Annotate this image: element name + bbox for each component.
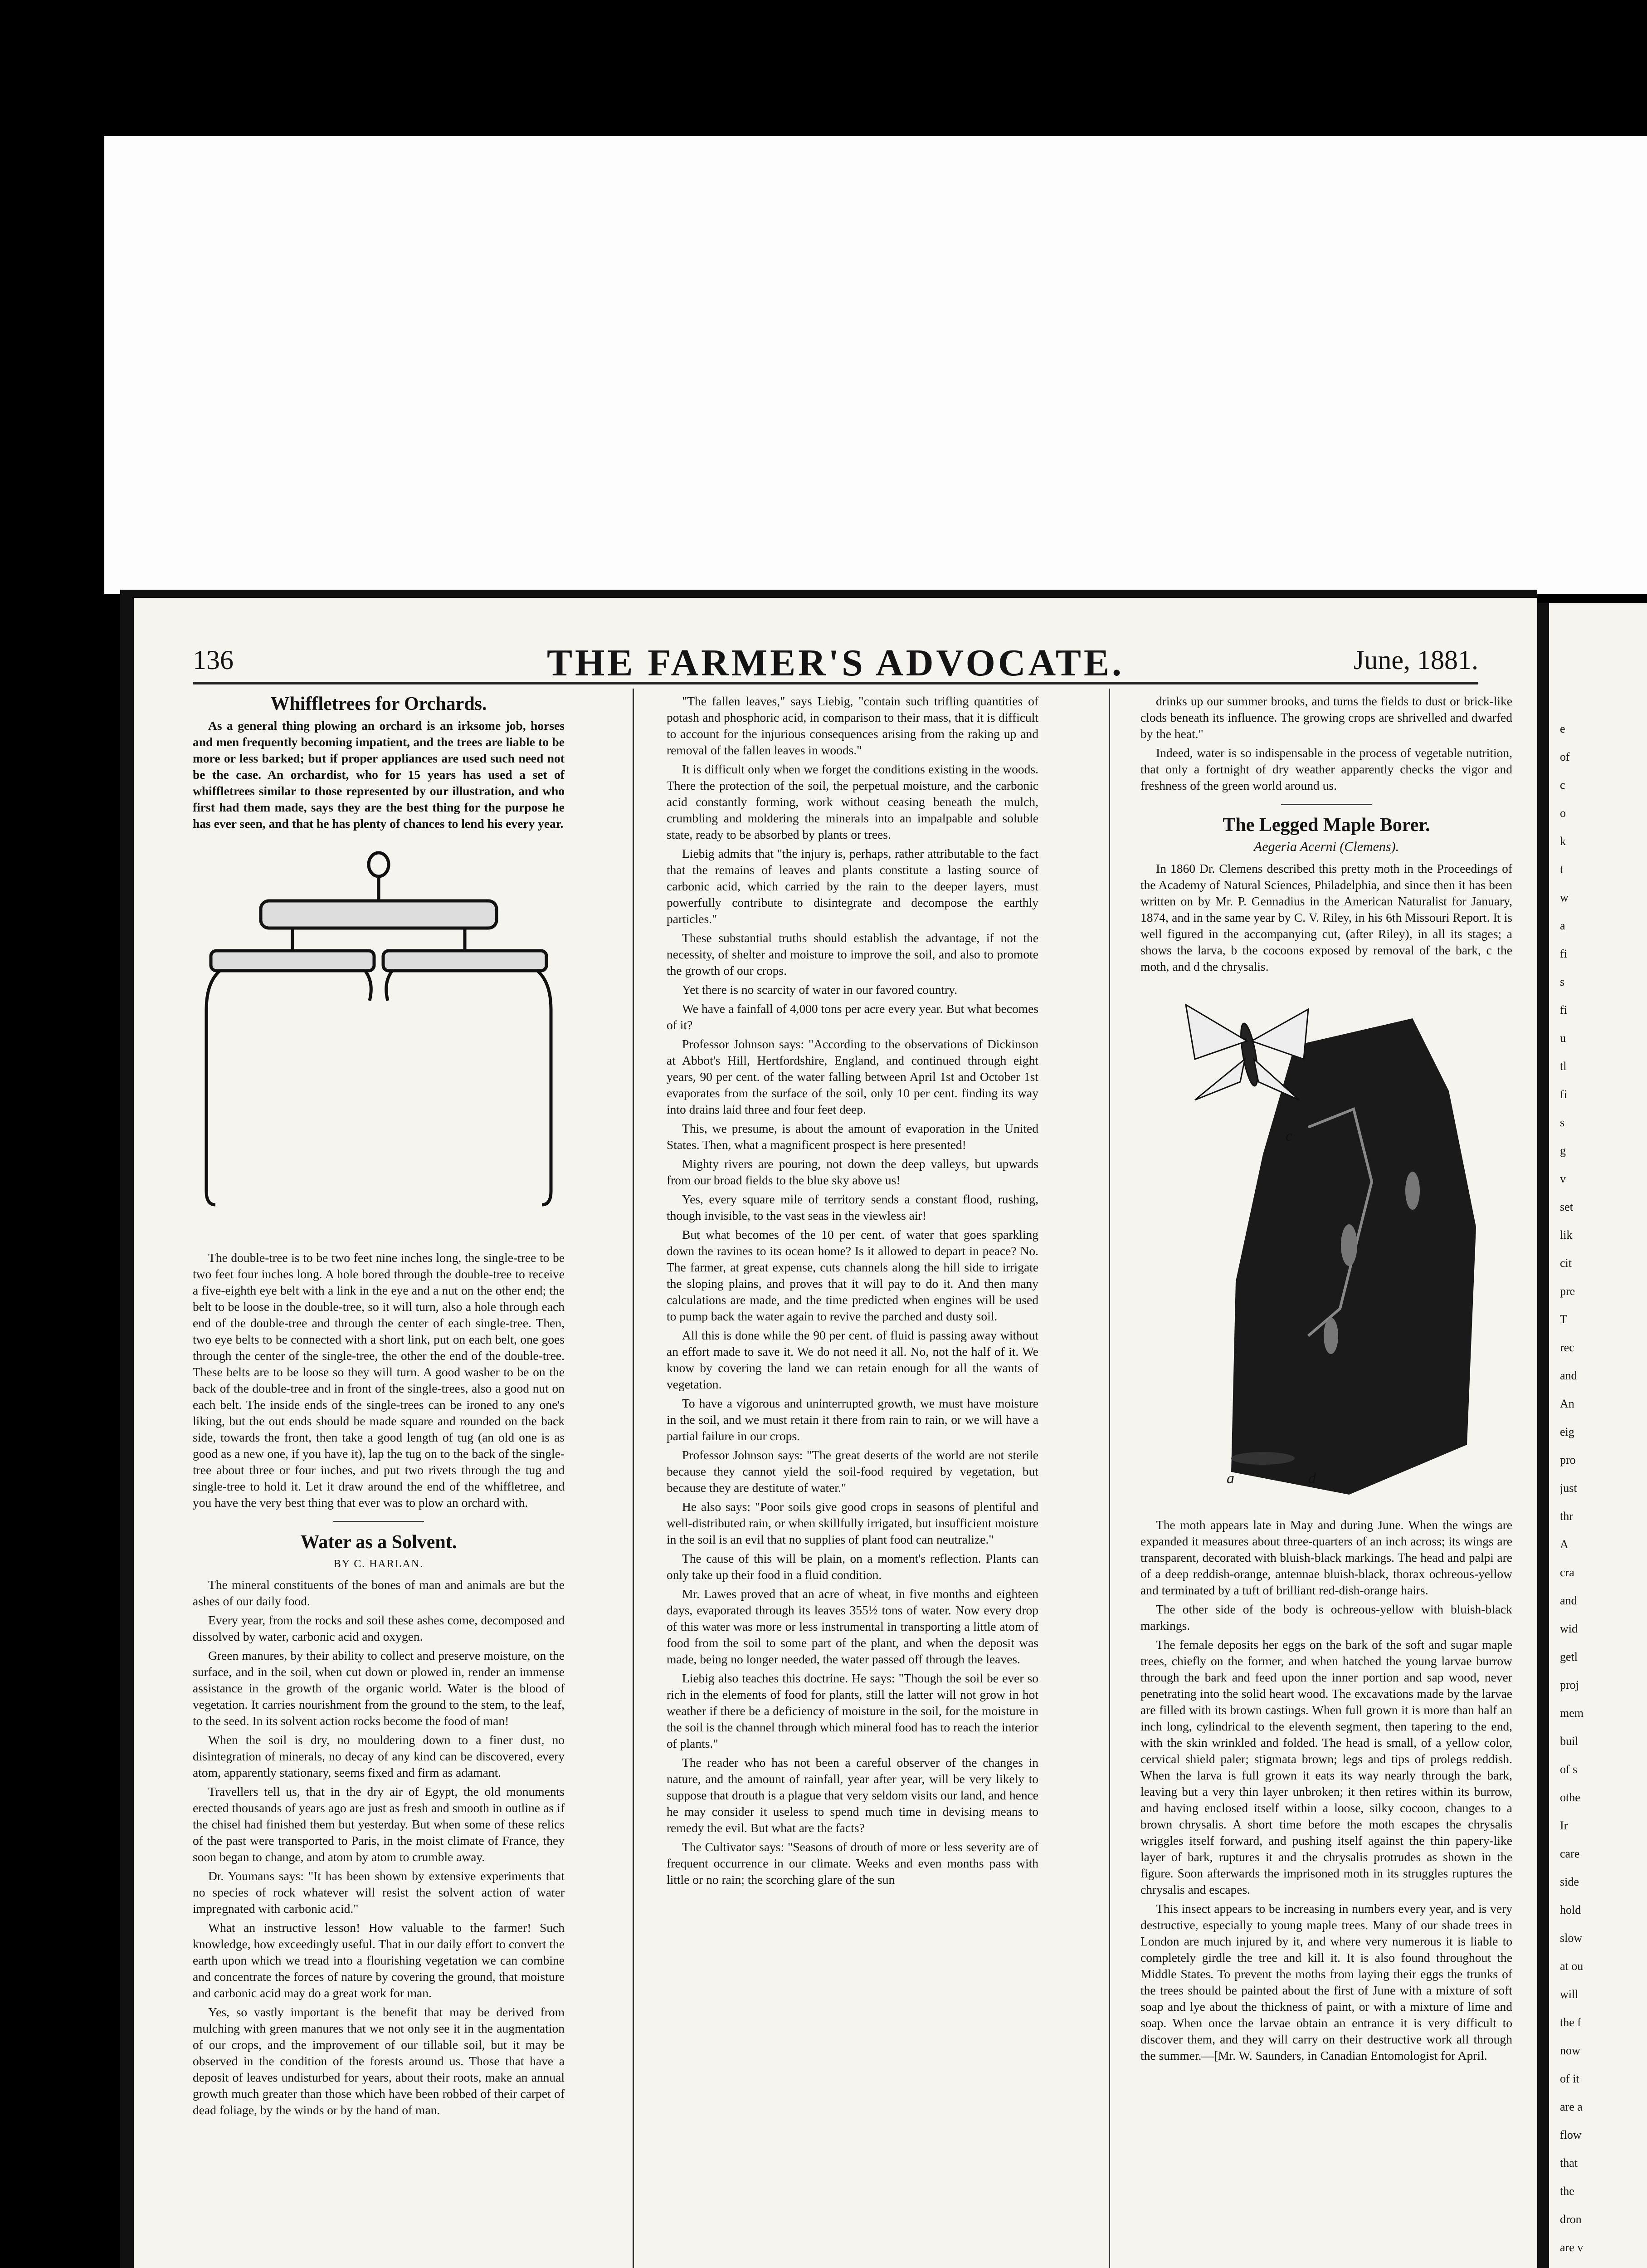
paragraph: It is difficult only when we forget the conditions existing in the woods. There the protection of the soil, the perpetual moisture, and the carbonic acid constantly forming, work without ceasing beneath the mulch, crumbling and moldering the minerals into an impalpable and soluble state, ready to be absorbed by plants or trees. bbox=[667, 762, 1038, 841]
paragraph: Liebig admits that "the injury is, perhaps, rather attributable to the fact that the remains of leaves and plants constitute a lasting source of carbonic acid, which carried by the rain to the deeper layers, must powerfully contribute to disintegrate and decompose the earthly particles." bbox=[667, 846, 1038, 926]
adjacent-page-fragment: thr bbox=[1560, 1510, 1573, 1523]
paragraph: But what becomes of the 10 per cent. of water that goes sparkling down the ravines to its ocean home? Is it allowed to depart in peace? No. The farmer, at great expense, cuts channels along the hill side to irrigate the sloping plains, and proves that it will pay to do it. And then many calculations are made, and the time predicted when engines will be used to pump back the water again to revive the parched and dusty soil. bbox=[667, 1227, 1038, 1323]
paragraph: The mineral constituents of the bones of man and animals are but the ashes of our daily food. bbox=[193, 1578, 565, 1608]
paragraph: Every year, from the rocks and soil these ashes come, decomposed and dissolved by water, carbonic acid and oxygen. bbox=[193, 1613, 565, 1643]
article-title: Water as a Solvent. bbox=[300, 1532, 457, 1553]
adjacent-page-fragment: of s bbox=[1560, 1763, 1578, 1776]
paragraph: The cause of this will be plain, on a moment's reflection. Plants can only take up their food in a fluid condition. bbox=[667, 1551, 1038, 1582]
adjacent-page-fragment: at ou bbox=[1560, 1960, 1584, 1973]
paragraph: All this is done while the 90 per cent. of fluid is passing away without an effort made to save it. We do not need it all. No, not the half of it. We know by covering the land we can retain enough for all the wants of vegetation. bbox=[667, 1328, 1038, 1391]
adjacent-page-fragment: rec bbox=[1560, 1341, 1574, 1354]
adjacent-page-fragment: T bbox=[1560, 1313, 1567, 1326]
adjacent-page-fragment: now bbox=[1560, 2044, 1580, 2057]
masthead-title: THE FARMER'S ADVOCATE. bbox=[547, 642, 1124, 684]
column-1 bbox=[193, 693, 565, 2121]
adjacent-page-fragment: tl bbox=[1560, 1060, 1567, 1073]
article-title: The Legged Maple Borer. bbox=[1223, 815, 1430, 836]
paragraph: Liebig also teaches this doctrine. He says: "Though the soil be ever so rich in the elements of food for plants, still the latter will not grow in hot weather if there be a deficiency of moisture in the soil, for the moisture in the soil is the channel through which mineral food has to reach the interior of plants." bbox=[667, 1671, 1038, 1750]
article-lead bbox=[193, 718, 565, 832]
paragraph: Yes, every square mile of territory sends a constant flood, rushing, though invisible, to the vast seas in the viewless air! bbox=[667, 1192, 1038, 1222]
adjacent-page-fragment: eig bbox=[1560, 1425, 1574, 1438]
adjacent-page-fragment: slow bbox=[1560, 1931, 1583, 1945]
paragraph: The double-tree is to be two feet nine inches long, the single-tree to be two feet four inches long. A hole bored through the double-tree to receive a five-eighth eye belt with a link in the eye and a nut on the other end; the belt to be loose in the double-tree, so it will turn, also a hole through each end of the double-tree and through the center of each single-tree. Then, two eye belts to be connected with a short link, put on each belt, one goes through the center of the single-tree, the other the end of the double-tree. These belts are to be loose so they will turn. A good washer to be on the back of the double-tree and in front of the single-trees, also a good nut on each belt. The inside ends of the single-trees can be ironed to any one's liking, but the out ends should be made square and rounded on the back side, towards the front, then take a good length of tug (an old one is as good as a new one, if you have it), lap the tug on to the back of the single-tree about three or four inches, and put two rivets through the tug and single-tree to hold it. Let it draw around the end of the whiffletree, and you have the very best thing that ever was to plow an orchard with. bbox=[193, 1251, 565, 1510]
adjacent-page-edge bbox=[1537, 603, 1647, 2268]
adjacent-page-fragment: t bbox=[1560, 863, 1564, 876]
paragraph: Yes, so vastly important is the benefit that may be derived from mulching with green manures that we not only see it in the augmentation of our crops, and the improvement of our tillable soil, but it may be observed in the condition of the forests around us. Those that have a deposit of leaves undisturbed for years, about their roots, make an annual growth much greater than those which have been robbed of their carpet of dead foliage, by the winds or by the hand of man. bbox=[193, 2005, 565, 2117]
adjacent-page-fragment: pre bbox=[1560, 1285, 1575, 1298]
paragraph: This, we presume, is about the amount of evaporation in the United States. Then, what a magnificent prospect is here presented! bbox=[667, 1121, 1038, 1152]
paragraph: What an instructive lesson! How valuable to the farmer! Such knowledge, how exceedingly useful. That in our daily effort to convert the earth upon which we tread into a flourishing vegetation we can combine and concentrate the forces of nature by covering the ground, that moisture and carbonic acid may do a great work for man. bbox=[193, 1921, 565, 2000]
adjacent-page-fragment: care bbox=[1560, 1847, 1580, 1860]
paragraph: We have a fainfall of 4,000 tons per acre every year. But what becomes of it? bbox=[667, 1002, 1038, 1032]
article-title: Whiffletrees for Orchards. bbox=[270, 694, 487, 714]
adjacent-page-fragment: fi bbox=[1560, 947, 1567, 960]
paragraph: To have a vigorous and uninterrupted growth, we must have moisture in the soil, and we must retain it there from rain to rain, or we will have a partial failure in our crops. bbox=[667, 1396, 1038, 1443]
paragraph: When the soil is dry, no mouldering down to a finer dust, no disintegration of minerals, no decay of any kind can be discovered, every atom, apparently stationary, seems fixed and firm as adamant. bbox=[193, 1733, 565, 1779]
column-3 bbox=[1140, 693, 1512, 2067]
adjacent-page-fragment: are v bbox=[1560, 2241, 1584, 2254]
whiffletree-illustration bbox=[193, 846, 565, 1237]
adjacent-page-fragment: that bbox=[1560, 2156, 1578, 2170]
adjacent-page-fragment: just bbox=[1560, 1481, 1577, 1495]
figure-label: a bbox=[1227, 1470, 1234, 1487]
adjacent-page-fragment: of bbox=[1560, 750, 1570, 763]
section-divider bbox=[1281, 804, 1372, 805]
column-rule bbox=[1109, 689, 1110, 2268]
adjacent-page-fragment: e bbox=[1560, 722, 1565, 735]
adjacent-page-fragment: w bbox=[1560, 891, 1569, 904]
adjacent-page-fragment: v bbox=[1560, 1172, 1566, 1185]
adjacent-page-fragment: of it bbox=[1560, 2072, 1579, 2085]
paragraph: The other side of the body is ochreous-yellow with bluish-black markings. bbox=[1140, 1602, 1512, 1633]
adjacent-page-fragment: buil bbox=[1560, 1735, 1579, 1748]
adjacent-page-fragment: getl bbox=[1560, 1650, 1578, 1663]
adjacent-page-fragment: An bbox=[1560, 1397, 1574, 1410]
paragraph: Professor Johnson says: "The great deserts of the world are not sterile because they cannot yield the soil-food required by vegetation, but because they are destitute of water." bbox=[667, 1448, 1038, 1495]
adjacent-page-fragment: g bbox=[1560, 1144, 1566, 1157]
adjacent-page-fragment: set bbox=[1560, 1200, 1573, 1213]
adjacent-page-fragment: k bbox=[1560, 835, 1566, 848]
adjacent-page-fragment: s bbox=[1560, 1116, 1565, 1129]
paragraph: The female deposits her eggs on the bark of the soft and sugar maple trees, chiefly on the former, and when hatched the young larvae burrow through the bark and feed upon the inner portion and sap wood, never penetrating into the solid heart wood. The excavations made by the larvae are filled with its brown castings. When full grown it is more than half an inch long, cylindrical to the eleventh segment, then tapering to the end, with the skin wrinkled and folded. The head is small, of a yellow color, cervical shield paler; stigmata brown; legs and tips of prolegs reddish. When the larva is full grown it eats its way nearly through the bark, leaving but a very thin layer unbroken; it then retires within its burrow, and having enclosed itself within a loose, silky cocoon, changes to a brown chrysalis. A short time before the moth escapes the chrysalis wriggles itself forward, and pushing itself against the thin papery-like layer of bark, ruptures it and the chrysalis protrudes as shown in the figure. Soon afterwards the imprisoned moth in its struggles ruptures the chrysalis and escapes. bbox=[1140, 1637, 1512, 1897]
newspaper-page bbox=[120, 590, 1537, 2268]
paragraph: drinks up our summer brooks, and turns the fields to dust or brick-like clods beneath its influence. The growing crops are shrivelled and dwarfed by the heat." bbox=[1140, 694, 1512, 741]
adjacent-page-fragment: are a bbox=[1560, 2100, 1583, 2113]
adjacent-page-fragment: Ir bbox=[1560, 1819, 1568, 1832]
paragraph: The moth appears late in May and during June. When the wings are expanded it measures about three-quarters of an inch across; its wings are transparent, decorated with bluish-black markings. The head and palpi are of a deep reddish-orange, antennae bluish-black, thorax ochreous-yellow and terminated by a tuft of brilliant red-dish-orange hairs. bbox=[1140, 1518, 1512, 1597]
adjacent-page-fragment: fi bbox=[1560, 1003, 1567, 1017]
paragraph: In 1860 Dr. Clemens described this pretty moth in the Proceedings of the Academy of Natural Sciences, Philadelphia, and since then it has been written on by Mr. P. Gennadius in the American Naturalist for January, 1874, and in the same year by C. V. Riley, in his 6th Missouri Report. It is well figured in the accompanying cut, (after Riley), in all its stages; a shows the larva, b the cocoons exposed by removal of the bark, c the moth, and d the chrysalis. bbox=[1140, 861, 1512, 973]
adjacent-page-fragment: hold bbox=[1560, 1903, 1581, 1916]
page-header bbox=[193, 641, 1478, 684]
adjacent-page-fragment: dron bbox=[1560, 2213, 1582, 2226]
paragraph: Dr. Youmans says: "It has been shown by extensive experiments that no species of rock whatever will resist the solvent action of water impregnated with carbonic acid." bbox=[193, 1869, 565, 1916]
paragraph: Mighty rivers are pouring, not down the deep valleys, but upwards from our broad fields to the blue sky above us! bbox=[667, 1157, 1038, 1187]
adjacent-page-fragment: side bbox=[1560, 1875, 1579, 1888]
issue-date: June, 1881. bbox=[1354, 645, 1478, 675]
adjacent-page-fragment: s bbox=[1560, 975, 1565, 988]
adjacent-page-fragment: a bbox=[1560, 919, 1565, 932]
paragraph: He also says: "Poor soils give good crops in seasons of plentiful and well-distributed rain, or when skillfully irrigated, but insufficient moisture in the soil is an evil that no supplies of plant food can neutralize." bbox=[667, 1500, 1038, 1546]
article-subtitle: Aegeria Acerni (Clemens). bbox=[1253, 839, 1399, 854]
blank-paper-top bbox=[104, 136, 1647, 594]
adjacent-page-fragment: cra bbox=[1560, 1566, 1574, 1579]
adjacent-page-fragment: c bbox=[1560, 778, 1565, 792]
paragraph: Yet there is no scarcity of water in our favored country. bbox=[682, 982, 958, 997]
paragraph: As a general thing plowing an orchard is an irksome job, horses and men frequently becoming impatient, and the trees are liable to be more or less barked; but if proper appliances are used such need not be the case. An orchardist, who for 15 years has used a set of whiffletrees similar to those represented by our illustration, and who first had them made, says they are the best thing for the purpose he has ever seen, and that he has plenty of chances to lend his every year. bbox=[193, 719, 565, 831]
paragraph: Professor Johnson says: "According to the observations of Dickinson at Abbot's Hill, Hertfordshire, England, and continued through eight years, 90 per cent. of the water falling between April 1st and October 1st evaporates from the surface of the soil, only 10 per cent. finding its way into drains laid three and four feet deep. bbox=[667, 1037, 1038, 1116]
paragraph: Indeed, water is so indispensable in the process of vegetable nutrition, that only a fortnight of dry weather apparently checks the vigor and freshness of the green world around us. bbox=[1140, 746, 1512, 792]
byline: BY C. HARLAN. bbox=[333, 1558, 424, 1570]
adjacent-page-fragment: othe bbox=[1560, 1791, 1580, 1804]
page-number: 136 bbox=[193, 645, 234, 675]
maple-borer-illustration bbox=[1159, 991, 1494, 1499]
adjacent-page-fragment: cit bbox=[1560, 1256, 1572, 1270]
adjacent-page-fragment: wid bbox=[1560, 1622, 1578, 1635]
adjacent-page-fragment: and bbox=[1560, 1594, 1577, 1607]
adjacent-page-fragment: o bbox=[1560, 807, 1566, 820]
paragraph: The reader who has not been a careful observer of the changes in nature, and the amount of rainfall, year after year, will be very likely to suppose that drouth is a plague that very seldom visits our land, and hence he may consider it useless to spend much time in devising means to remedy the evil. But what are the facts? bbox=[667, 1755, 1038, 1835]
adjacent-page-fragment: and bbox=[1560, 1369, 1577, 1382]
adjacent-page-fragment: flow bbox=[1560, 2128, 1582, 2141]
paragraph: Green manures, by their ability to collect and preserve moisture, on the surface, and in the soil, when cut down or plowed in, render an immense assistance in the growth of the organic world. Water is the blood of vegetation. It carries nourishment from the ground to the stem, to the leaf, to the seed. In its solvent action rocks become the food of man! bbox=[193, 1648, 565, 1728]
figure-label: c bbox=[1286, 1128, 1293, 1144]
paragraph: The Cultivator says: "Seasons of drouth of more or less severity are of frequent occurrence in our climate. Weeks and even months pass with little or no rain; the scorching glare of the sun bbox=[667, 1840, 1038, 1887]
column-2 bbox=[667, 693, 1038, 1891]
paragraph: This insect appears to be increasing in numbers every year, and is very destructive, especially to young maple trees. Many of our shade trees in London are much injured by it, and where very numerous it is liable to completely girdle the tree and kill it. It is also found throughout the Middle States. To prevent the moths from laying their eggs the trunks of the trees should be painted about the first of June with a mixture of soft soap and lye about the thickness of paint, or with a mixture of lime and soap. When once the larvae obtain an entrance it is very difficult to discover them, and they will carry on their destructive work all through the summer.—[Mr. W. Saunders, in Canadian Entomologist for April. bbox=[1140, 1901, 1512, 2063]
adjacent-page-fragment: A bbox=[1560, 1538, 1569, 1551]
adjacent-page-fragment: the f bbox=[1560, 2016, 1581, 2029]
adjacent-page-fragment: proj bbox=[1560, 1678, 1579, 1691]
section-divider bbox=[333, 1521, 424, 1522]
adjacent-page-fragment: the bbox=[1560, 2185, 1574, 2198]
adjacent-page-fragment: pro bbox=[1560, 1453, 1576, 1466]
paragraph: Travellers tell us, that in the dry air of Egypt, the old monuments erected thousands of years ago are just as fresh and smooth in outline as if the chisel had finished them but yesterday. But when some of these relics of the past were transported to Paris, in the moist climate of France, they soon began to change, and atom by atom to crumble away. bbox=[193, 1784, 565, 1864]
adjacent-page-fragment: will bbox=[1560, 1988, 1579, 2001]
adjacent-page-fragment: mem bbox=[1560, 1706, 1584, 1720]
adjacent-page-fragment: u bbox=[1560, 1031, 1566, 1045]
column-rule bbox=[633, 689, 634, 2268]
figure-label: d bbox=[1308, 1470, 1316, 1487]
paragraph: "The fallen leaves," says Liebig, "contain such trifling quantities of potash and phosphoric acid, in comparison to their mass, that it is difficult to account for the injurious consequences arising from the raking up and removal of the fallen leaves in woods." bbox=[667, 694, 1038, 757]
paragraph: Mr. Lawes proved that an acre of wheat, in five months and eighteen days, evaporated through its leaves 355½ tons of water. Now every drop of this water was more or less instrumental in transporting a little atom of food from the soil to some part of the plant, and when the deposit was made, being no longer needed, the water passed off through the leaves. bbox=[667, 1587, 1038, 1666]
adjacent-page-fragment: fi bbox=[1560, 1088, 1567, 1101]
paragraph: These substantial truths should establish the advantage, if not the necessity, of shelter and moisture to improve the soil, and also to promote the growth of our crops. bbox=[667, 931, 1038, 978]
adjacent-page-fragment: lik bbox=[1560, 1228, 1573, 1242]
